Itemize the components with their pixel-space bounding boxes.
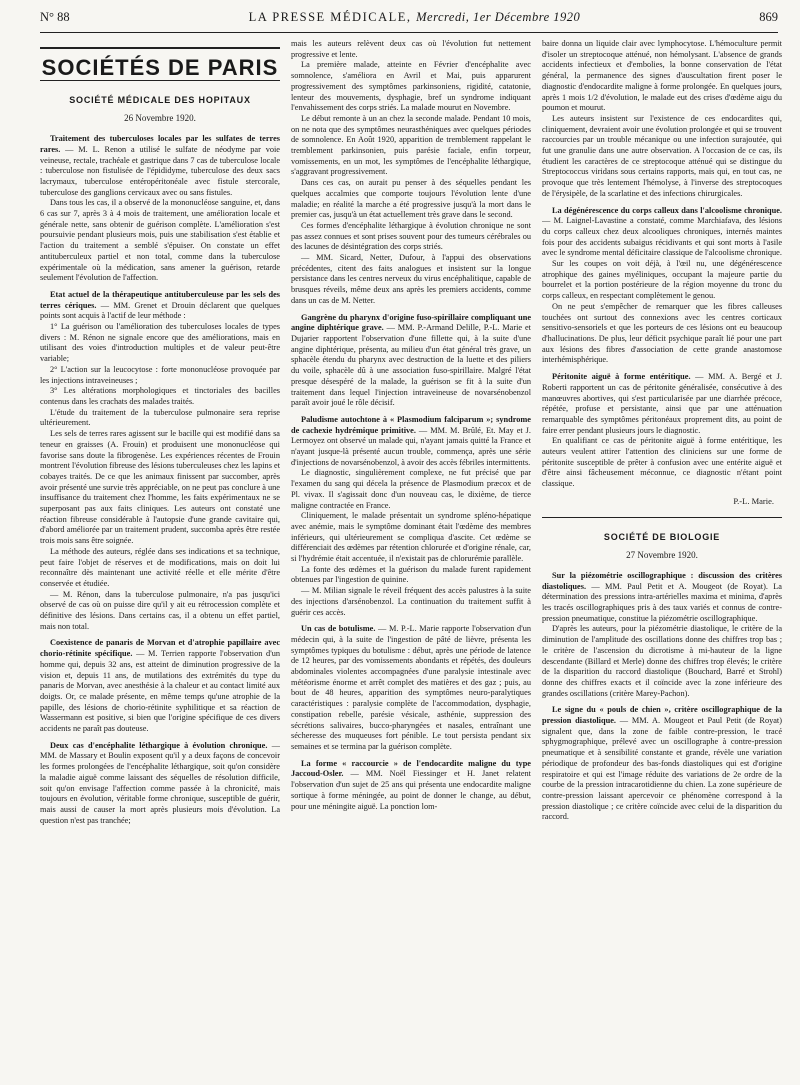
paragraph-text: — MM. de Massary et Boulin exposent qu'il y a deux façons de concevoir les formes prolongées de l'encéphalite léthargique, soit qu'on considère la maladie aiguë comme laissant des séquelles de résolution difficile, soit qu'on envisage l'affection comme passée à la chronicité, mais toujours en évolution, véritable forme chronique, susceptible de guérir, mais aussi de causer la mort après plusieurs mois d'évolution. La question n'est pas tranchée; xyxy=(40,740,280,825)
page-header xyxy=(40,10,778,33)
paragraph xyxy=(291,178,531,221)
article-body xyxy=(542,571,782,823)
page-number: 869 xyxy=(759,10,778,24)
paragraph xyxy=(542,302,782,366)
divider xyxy=(542,517,782,518)
article-title: Traitement des tuberculoses locales par les sulfates de terres rares. xyxy=(40,134,280,154)
paragraph-text: — MM. M. Brûlé, Et. May et J. Lermoyez ont observé un malade qui, n'ayant jamais quitté la France et n'ayant jusque-là présenté aucun trouble, commença, après une série d'injections de novarsénobenzol, à avoir des accès fébriles intermittents. xyxy=(291,425,531,467)
paragraph xyxy=(291,586,531,618)
paragraph-text: Les auteurs insistent sur l'existence de ces endocardites qui, cliniquement, devraient avoir une évolution prolongée et qui se trouvent raccourcies par un trouble mécanique ou une infection surajoutée, qui fut une granulie dans une autre observation. A l'occasion de ce cas, ils étudient les caractères de ce streptocoque atténué qui se distingue du Streptococcus viridans sous certains rapports, mais qui, en tout cas, ne provoque que très lentement l'hémolyse, à l'inverse des streptocoques de l'érysipèle, de la scarlatine et des infections chirurgicales. xyxy=(542,113,782,198)
paragraph xyxy=(291,60,531,114)
article-paragraph xyxy=(542,372,782,436)
article-paragraph xyxy=(291,624,531,752)
paragraph-text: — MM. A. Mougeot et Paul Petit (de Royat) signalent que, dans la zone de faible contre-pression, le tracé sphygmographique, prélevé avec un oscillographe à contre-pression pneumatique et à sensibilité constante et grande, révèle une variation périodique de profondeur des bas-fonds diastoliques qui est d'origine respiratoire et qui est l'image réduite des variations de 2e ordre de la courbe de la pression intracarotidienne du chien. La zone supérieure de contre-pression laissant apercevoir ce phénomène correspond à la pression diastolique ; ce critère coïncide avec celui de la disparition du raccord. xyxy=(542,716,782,822)
paragraph-text: Dans ces cas, on aurait pu penser à des séquelles pendant les quelques accalmies que comporte toujours l'évolution lente d'une maladie; en réalité la marche a été progressive jusqu'à la mort dans le premier cas, jusqu'à un état actuellement très grave dans le second. xyxy=(291,178,531,220)
paragraph xyxy=(40,547,280,590)
paragraph xyxy=(542,624,782,699)
article-paragraph xyxy=(542,705,782,823)
issue-number: N° 88 xyxy=(40,10,70,24)
paragraph-text: La fonte des œdèmes et la guérison du malade furent rapidement obtenues par l'ingestion de quinine. xyxy=(291,564,531,585)
paragraph-text: En qualifiant ce cas de péritonite aiguë à forme entéritique, les auteurs veulent attirer l'attention des cliniciens sur une forme de péritonite susceptible de prêter à confusion avec une entérite aiguë et d'être ainsi fâcheusement méconnue, ce diagnostic n'étant point classique. xyxy=(542,436,782,489)
paragraph-text: — MM. Paul Petit et A. Mougeot (de Royat). La détermination des pressions intra-artérielles maxima et minima, d'après les tracés oscillographiques pris à des taux variés et connus de contre-pression pneumatique, constitue la piézométrie oscillographique. xyxy=(542,581,782,623)
article-paragraph xyxy=(40,741,280,827)
paragraph-text: — MM. P.-Armand Delille, P.-L. Marie et Dujarier rapportent l'observation d'une fillette qui, à la suite d'une angine diphtérique, présenta, au milieu d'un état général très grave, un sphacèle étendu du pharynx avec destruction de la luette et des piliers du voile, sphacèle dû à une association fuso-spirillaire. Malgré l'état presque désespéré de la malade, la guérison se fit à la suite d'un traitement dans lequel l'injection intraveineuse de novarsénobenzol paraît avoir joué le rôle décisif. xyxy=(291,323,531,408)
article-title: La forme « raccourcie » de l'endocardite maligne du type Jaccoud-Osler. xyxy=(291,758,531,779)
paragraph-text: — M. Milian signale le réveil fréquent des accès palustres à la suite des injections d'arsénobenzol. La continuation du traitement suffit à guérir ces accès. xyxy=(291,586,531,617)
paragraph-text: 3° Les altérations morphologiques et tinctoriales des bacilles contenus dans les crachats des malades traités. xyxy=(40,386,280,406)
author-signature: P.-L. Marie. xyxy=(733,495,774,506)
paragraph-text: mais les auteurs relèvent deux cas où l'évolution fut nettement progressive et lente. xyxy=(291,39,531,59)
paragraph xyxy=(542,39,782,114)
paragraph-text: Dans tous les cas, il a observé de la mononucléose sanguine, et, dans 6 cas sur 7, après 3 à 4 mois de traitement, une amélioration locale et générale nette, sans obtenir de guérison complète. L'amélioration s'est poursuivie pendant plusieurs mois, puis une stabilisation s'est établie et l'action du traitement a semblé s'épuiser. On constate un effet antituberculeux partiel et non total, comme dans la tuberculose expérimentale où la médication, sans amener la guérison, retarde seulement l'évolution de l'affection. xyxy=(40,198,280,283)
paragraph xyxy=(40,322,280,365)
paragraph xyxy=(40,386,280,407)
paragraph-text: Ces formes d'encéphalite léthargique à évolution chronique ne sont pas assez connues et sont prises souvent pour des tumeurs cérébrales ou des lacunes de désintégration des corps striés. xyxy=(291,220,531,252)
paragraph xyxy=(40,365,280,386)
paragraph-text: Cliniquement, le malade présentait un syndrome spléno-hépatique avec anémie, mais le symptôme dominant était l'œdème des membres inférieurs, qui ultérieurement se compliqua d'ascite. Cet œdème se différenciait des œdèmes par rétention chlorurée et d'origine rénale, car, si l'hydrémie était accentuée, il n'existait pas de chlorurémie parallèle. xyxy=(291,511,531,564)
article-paragraph xyxy=(291,759,531,813)
paragraph xyxy=(291,39,531,60)
article-title: Un cas de botulisme. xyxy=(301,624,376,634)
paragraph-text: La première malade, atteinte en Février d'encéphalite avec somnolence, s'améliora en Avril et Mai, puis apparurent progressivement des symptômes parkinsoniens, rigidité, catatonie, lenteur des mouvements, dysphagie, bref un syndrome indiquant l'envahissement des corps striés. La malade mourut en Novembre. xyxy=(291,60,531,113)
article-body xyxy=(291,39,531,812)
article-title: Péritonite aiguë à forme entéritique. xyxy=(552,372,691,382)
article-paragraph xyxy=(291,313,531,409)
article-title: Deux cas d'encéphalite léthargique à évolution chronique. xyxy=(50,740,268,750)
paragraph xyxy=(542,114,782,200)
paragraph xyxy=(291,253,531,307)
paragraph-text: — MM. Grenet et Drouin déclarent que quelques points sont acquis à l'actif de leur méthode : xyxy=(40,300,280,321)
article-title: Sur la piézométrie oscillographique : discussion des critères diastoliques. xyxy=(542,570,782,591)
paragraph-text: — MM. Noël Fiessinger et H. Janet relatent l'observation d'un sujet de 25 ans qui présenta une endocardite maligne sortique à forme méningée, au point de donner le change, au début, pour une méningite aiguë. La ponction lom- xyxy=(291,769,531,811)
article-body xyxy=(542,39,782,490)
paragraph-text: baire donna un liquide clair avec lymphocytose. L'hémoculture permit d'isoler un streptocoque atténué, non hémolysant. L'absence de grands accidents infectieux et d'embolies, la bonne conservation de l'état général, la permanence des signes d'auscultation firent poser le diagnostic d'endocardite maligne à forme prolongée. En quelques jours, après 1 mois 1/2 d'évolution, le malade eut des crises d'œdème aigu du poumon et mourut. xyxy=(542,39,782,113)
paragraph-text: Le début remonte à un an chez la seconde malade. Pendant 10 mois, on ne nota que des symptômes neurasthéniques avec quelques périodes de somnolence. En Août 1920, apparition de tremblement rappelant le tremblement parkinsonien, puis parésie faciale, enfin torpeur, vomissements, en un mot, les symptômes de l'encéphalite léthargique, s'aggravant progressivement. xyxy=(291,113,531,177)
paragraph-text: 2° L'action sur la leucocytose : forte mononucléose provoquée par les injections intraveineuses ; xyxy=(40,364,280,385)
society-title: SOCIÉTÉ DE BIOLOGIE xyxy=(603,531,721,542)
columns xyxy=(40,39,782,1085)
paragraph-text: L'étude du traitement de la tuberculose pulmonaire sera reprise ultérieurement. xyxy=(40,407,280,428)
article-title: Gangrène du pharynx d'origine fuso-spirillaire compliquant une angine diphtérique grave. xyxy=(291,312,531,333)
article-title: Etat actuel de la thérapeutique antituberculeuse par les sels des terres cériques. xyxy=(40,289,280,310)
paragraph xyxy=(40,198,280,284)
paragraph-text: — MM. A. Bergé et J. Roberti rapportent un cas de péritonite généralisée, consécutive à des manœuvres abortives, qui s'est particularisée par une diarrhée précoce, répétée, profuse et persistante, ainsi que par une atténuation remarquable des symptômes péritonéaux proprement dits, au point de faire errer pendant plusieurs jours le diagnostic. xyxy=(542,372,782,435)
masthead-title: LA PRESSE MÉDICALE, xyxy=(248,10,412,24)
article-paragraph xyxy=(40,290,280,322)
issue-date: Mercredi, 1er Décembre 1920 xyxy=(416,10,581,24)
article-paragraph xyxy=(291,415,531,469)
article-paragraph xyxy=(40,638,280,734)
article-body xyxy=(40,134,280,826)
paragraph xyxy=(291,511,531,565)
paragraph xyxy=(542,259,782,302)
paragraph-text: Sur les coupes on voit déjà, à l'œil nu, une dégénérescence atrophique des gaines myéliniques, occupant la majeure partie du bourrelet et la portion postérieure de la région moyenne du tronc du corps calleux, en respectant complètement le genou. xyxy=(542,259,782,301)
paragraph xyxy=(291,114,531,178)
article-title: La dégénérescence du corps calleux dans l'alcoolisme chronique. xyxy=(552,205,782,215)
paragraph-text: D'après les auteurs, pour la piézométrie diastolique, le critère de la diminution de l'amplitude des oscillations donne des chiffres trop bas ; le critère de l'ascension du dicrotisme à mi-hauteur de la ligne descendante (Billard et Merle) donne des chiffres trop élevés; le critère de la disparition du raccord diastolique (Bouchard, Barré et Strohl) donne des chiffres exacts et il coïncide avec la zone inférieure des grandes oscillations (critère Marey-Pachon). xyxy=(542,624,782,698)
paragraph-text: — M. P.-L. Marie rapporte l'observation d'un médecin qui, à la suite de l'ingestion de pâté de lièvre, présenta les symptômes typiques du botulisme : début, après une période de latence de 12 heures, par des vomissements abondants et répétés, des douleurs abdominales violentes accompagnées d'une paralysie intestinale avec météorisme énorme et arrêt complet des matières et des gaz ; puis, au bout de 48 heures, apparition des symptômes neuro-paralytiques caractéristiques : paralysie complète de l'accommodation, dysphagie, constipation rebelle, parésie vésicale, asthénie, suppression des sécrétions salivaires, bucco-pharyngées et nasales, entraînant une sécheresse des muqueuses fort pénible. Le tout persista pendant six semaines et se termina par la guérison complète. xyxy=(291,624,531,751)
column-2 xyxy=(291,39,531,1085)
article-title: Coexistence de panaris de Morvan et d'atrophie papillaire avec chorio-rétinite spécifique. xyxy=(40,638,280,659)
paragraph xyxy=(291,565,531,586)
paragraph xyxy=(291,468,531,511)
paragraph xyxy=(542,436,782,490)
section-heading: SOCIÉTÉS DE PARIS xyxy=(40,47,280,81)
paragraph-text: — M. Terrien rapporte l'observation d'un homme qui, depuis 32 ans, est atteint de diminution progressive de la vision et, depuis 11 ans, de mutilations des extrémités du type du panaris de Morvan, avec anesthésie à la chaleur et au contact limité aux doigts. Or, ce malade présente, en même temps qu'une atrophie de la papille, des lésions de chorio-rétinite syphilitique et sa réaction de Wassermann est positive, si bien que l'origine spécifique de ces divers accidents ne paraît pas douteuse. xyxy=(40,649,280,734)
article-title: Le signe du « pouls de chien », critère oscillographique de la pression diastolique. xyxy=(542,705,782,726)
paragraph-text: La méthode des auteurs, réglée dans ses indications et sa technique, peut faire l'objet de réserves et de modifications, mais on doit lui reconnaître dès maintenant une activité réelle et elle mérite d'être conservée et étudiée. xyxy=(40,546,280,588)
paragraph xyxy=(40,408,280,429)
column-3 xyxy=(542,39,782,1085)
paragraph xyxy=(40,429,280,547)
society-title: SOCIÉTÉ MÉDICALE DES HOPITAUX xyxy=(69,94,251,105)
paragraph-text: On ne peut s'empêcher de remarquer que les fibres calleuses touchées ont surtout des connexions avec les centres corticaux sensitivo-sensoriels et que les porteurs de ces lésions ont eu beaucoup d'hallucinations. De plus, leur déficit psychique paraît lié pour une part aux lésions des fibres d'association de cette grande anastomose interhémisphérique. xyxy=(542,301,782,365)
session-date: 27 Novembre 1920. xyxy=(626,550,698,561)
paragraph-text: — M. Laignel-Lavastine a constaté, comme Marchiafava, des lésions du corps calleux chez deux alcooliques chroniques, internés maintes fois pour des accidents subaigus récidivants et qui sont morts à l'asile avec le syndrome mental déficitaire classique de l'alcoolisme chronique. xyxy=(542,216,782,258)
paragraph-text: — M. L. Renon a utilisé le sulfate de néodyme par voie veineuse, rectale, trachéale et gastrique dans 7 cas de tuberculose locale : tuberculose non fistulisée de l'épididyme, tuberculose des deux sacs lacrymaux, tuberculose entéropéritonéale avec fistule stercorale, tuberculose des ganglions cervicaux avec ou sans fistules. xyxy=(40,144,280,197)
article-paragraph xyxy=(40,134,280,198)
paragraph-text: — MM. Sicard, Netter, Dufour, à l'appui des observations précédentes, citent des faits analogues et insistent sur la longue persistance dans les centres nerveux du virus encéphalitique, capable de brusques réveils, même deux ans après les premiers accidents, comme dans un cas de M. Netter. xyxy=(291,253,531,305)
paragraph xyxy=(291,221,531,253)
paragraph-text: 1° La guérison ou l'amélioration des tuberculoses locales de types divers : M. Rénon ne signale encore que des améliorations, mais en utilisant des voies d'introduction multiples et de valeur peut-être variable; xyxy=(40,322,280,364)
paragraph-text: Le diagnostic, singulièrement complexe, ne fut précisé que par l'examen du sang qui décela la présence de Plasmodium præcox et de Pl. vivax. Il s'agissait donc d'un nouveau cas, le dixième, de tierce maligne contractée en France. xyxy=(291,468,531,510)
paragraph-text: Les sels de terres rares agissent sur le bacille qui est modifié dans sa teneur en graisses (A. Frouin) et produisent une mononucléose qui favorise sans doute la fibrogenèse. Les expériences récentes de Frouin montrent l'évolution fibreuse des lésions tuberculeuses chez les lapins et cobayes traités. De ce que les animaux finissent par succomber, après avoir présenté une survie très appréciable, on ne peut pas conclure à une insuffisance du traitement chez l'homme, les faits expérimentaux ne se superposant pas aux faits cliniques. Les auteurs ont constaté une réaction fibreuse considérable à l'autopsie d'une grande cavitaire qui, d'abord améliorée par un traitement prudent, succomba après être restée trois mois sans être soignée. xyxy=(40,429,280,546)
article-paragraph xyxy=(542,206,782,260)
session-date: 26 Novembre 1920. xyxy=(124,113,196,124)
masthead xyxy=(249,10,581,25)
article-title: Paludisme autochtone à « Plasmodium falciparum »; syndrome de cachexie hydrémique primitive. xyxy=(291,414,531,435)
article-paragraph xyxy=(542,571,782,625)
paragraph xyxy=(40,590,280,633)
paragraph-text: — M. Rénon, dans la tuberculose pulmonaire, n'a pas jusqu'ici observé de cas où on puisse dire qu'il y ait eu rétrocession complète et définitive des lésions. Dans certains cas, il a obtenu un effet partiel, mais non total. xyxy=(40,589,280,631)
column-1 xyxy=(40,39,280,1085)
